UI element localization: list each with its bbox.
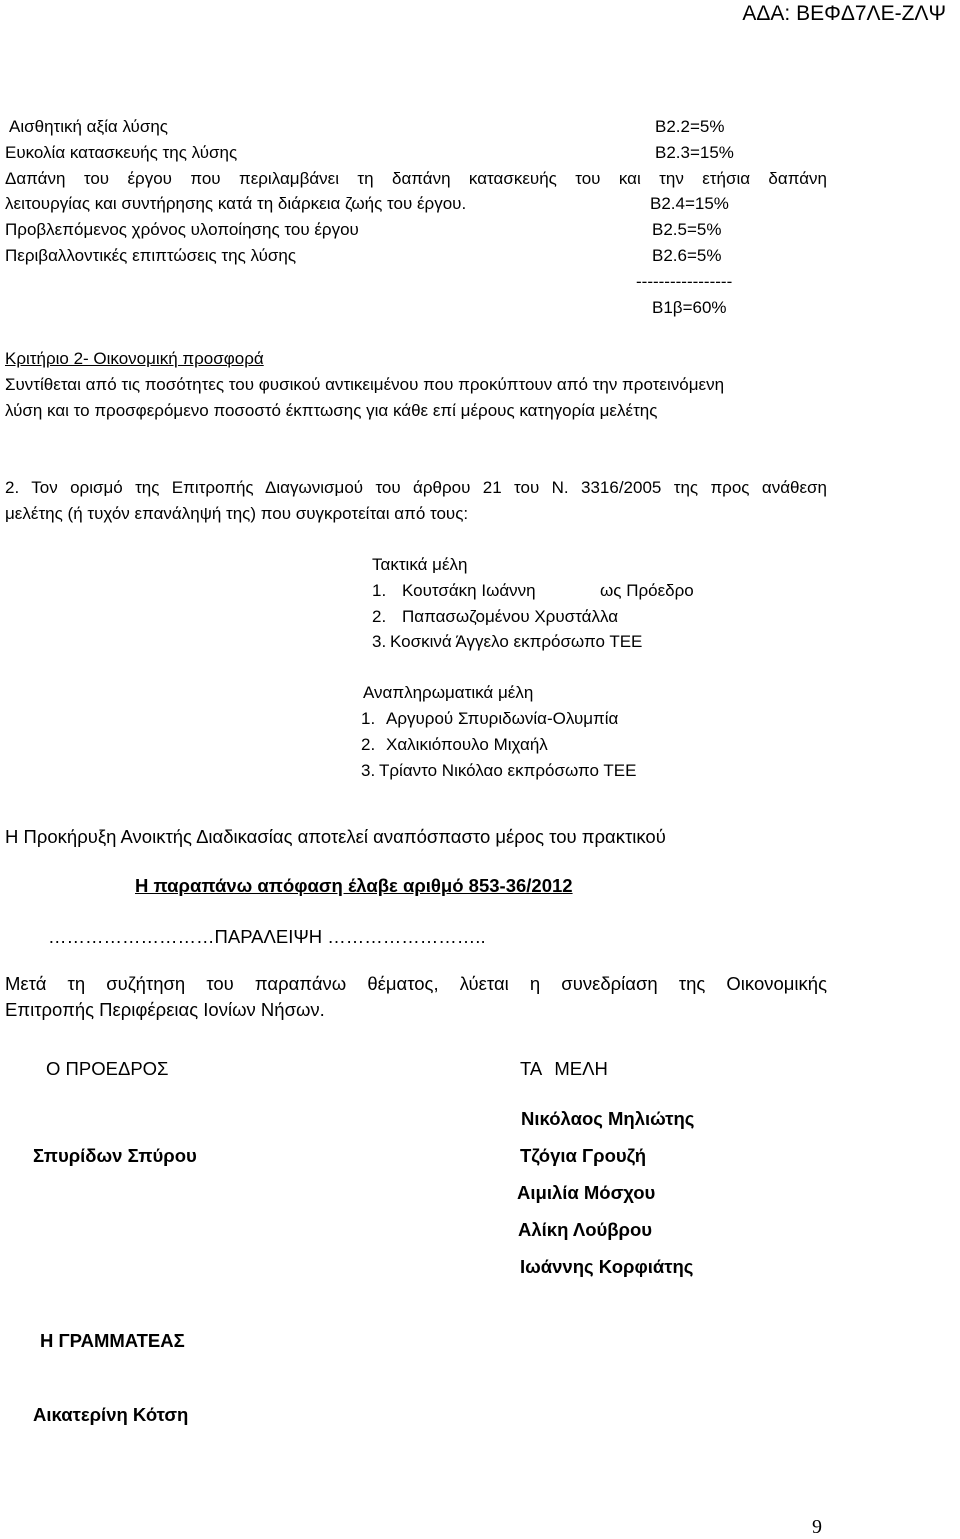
member-number: 3. [361, 761, 376, 780]
criterion-label: Αισθητική αξία λύσης [9, 117, 168, 136]
member-signature: Αλίκη Λούβρου [518, 1219, 653, 1240]
member-signature: Ιωάννης Κορφιάτης [520, 1256, 694, 1277]
criterion2-text: Συντίθεται από τις ποσότητες του φυσικού αντικειμένου που προκύπτουν από την προτεινόμενη [5, 375, 725, 394]
member-name: Χαλικιόπουλο Μιχαήλ [386, 735, 548, 754]
alternate-members-title: Αναπληρωματικά μέλη [363, 683, 534, 702]
criterion2-title: Κριτήριο 2- Οικονομική προσφορά [5, 349, 264, 368]
member-name: Τρίαντο Νικόλαο εκπρόσωπο ΤΕΕ [379, 761, 637, 780]
member-name: Κουτσάκη Ιωάννη [402, 581, 536, 600]
criterion-label: Περιβαλλοντικές επιπτώσεις της λύσης [5, 246, 297, 265]
member-number: 1. [372, 581, 387, 600]
decision-number: Η παραπάνω απόφαση έλαβε αριθμό 853-36/2012 [135, 875, 573, 896]
members-title: ΤΑ ΜΕΛΗ [520, 1058, 608, 1079]
separator-line: ----------------- [636, 272, 733, 291]
closing-text: Επιτροπής Περιφέρειας Ιονίων Νήσων. [5, 999, 325, 1020]
member-number: 1. [361, 709, 376, 728]
declaration-text: Η Προκήρυξη Ανοικτής Διαδικασίας αποτελεί αναπόσπαστο μέρος του πρακτικού [5, 826, 666, 847]
criterion-value: Β2.2=5% [655, 117, 725, 136]
member-number: 3. [372, 632, 387, 651]
page-number: 9 [812, 1516, 822, 1538]
president-name: Σπυρίδων Σπύρου [33, 1145, 197, 1166]
member-name: Παπασωζομένου Χρυστάλλα [402, 607, 619, 626]
criterion2-text: λύση και το προσφερόμενο ποσοστό έκπτωσης για κάθε επί μέρους κατηγορία μελέτης [5, 401, 658, 420]
document-code: ΑΔΑ: ΒΕΦΔ7ΛΕ-ΖΛΨ [742, 2, 946, 25]
regular-members-title: Τακτικά μέλη [372, 555, 468, 574]
member-number: 2. [361, 735, 376, 754]
criterion-value: Β2.6=5% [652, 246, 722, 265]
criterion-value: Β2.5=5% [652, 220, 722, 239]
president-title: Ο ΠΡΟΕΔΡΟΣ [46, 1058, 169, 1079]
committee-paragraph: 2. Τον ορισμό της Επιτροπής Διαγωνισμού του άρθρου 21 του Ν. 3316/2005 της προς ανάθεση [5, 478, 827, 497]
closing-text: Μετά τη συζήτηση του παραπάνω θέματος, λύεται η συνεδρίαση της Οικονομικής [5, 973, 827, 994]
criterion-label: λειτουργίας και συντήρησης κατά τη διάρκεια ζωής του έργου. [5, 194, 467, 213]
criteria-total: Β1β=60% [652, 298, 727, 317]
member-name: Κοσκινά Άγγελο εκπρόσωπο ΤΕΕ [390, 632, 643, 651]
criterion-value: Β2.4=15% [650, 194, 729, 213]
member-name: Αργυρού Σπυριδωνία-Ολυμπία [386, 709, 619, 728]
criterion-label: Προβλεπόμενος χρόνος υλοποίησης του έργου [5, 220, 359, 239]
member-number: 2. [372, 607, 387, 626]
member-signature: Τζόγια Γρουζή [520, 1145, 647, 1166]
criterion-value: Β2.3=15% [655, 143, 734, 162]
member-role: ως Πρόεδρο [600, 581, 694, 600]
omission-marker: ………………………ΠΑΡΑΛΕΙΨΗ …………………….. [48, 926, 486, 947]
committee-paragraph: μελέτης (ή τυχόν επανάληψή της) που συγκροτείται από τους: [5, 504, 469, 523]
criterion-label: Δαπάνη του έργου που περιλαμβάνει τη δαπάνη κατασκευής του και την ετήσια δαπάνη [5, 169, 827, 188]
secretary-title: Η ΓΡΑΜΜΑΤΕΑΣ [40, 1330, 185, 1351]
secretary-name: Αικατερίνη Κότση [33, 1404, 189, 1425]
criterion-label: Ευκολία κατασκευής της λύσης [5, 143, 238, 162]
member-signature: Νικόλαος Μηλιώτης [521, 1108, 695, 1129]
member-signature: Αιμιλία Μόσχου [517, 1182, 656, 1203]
